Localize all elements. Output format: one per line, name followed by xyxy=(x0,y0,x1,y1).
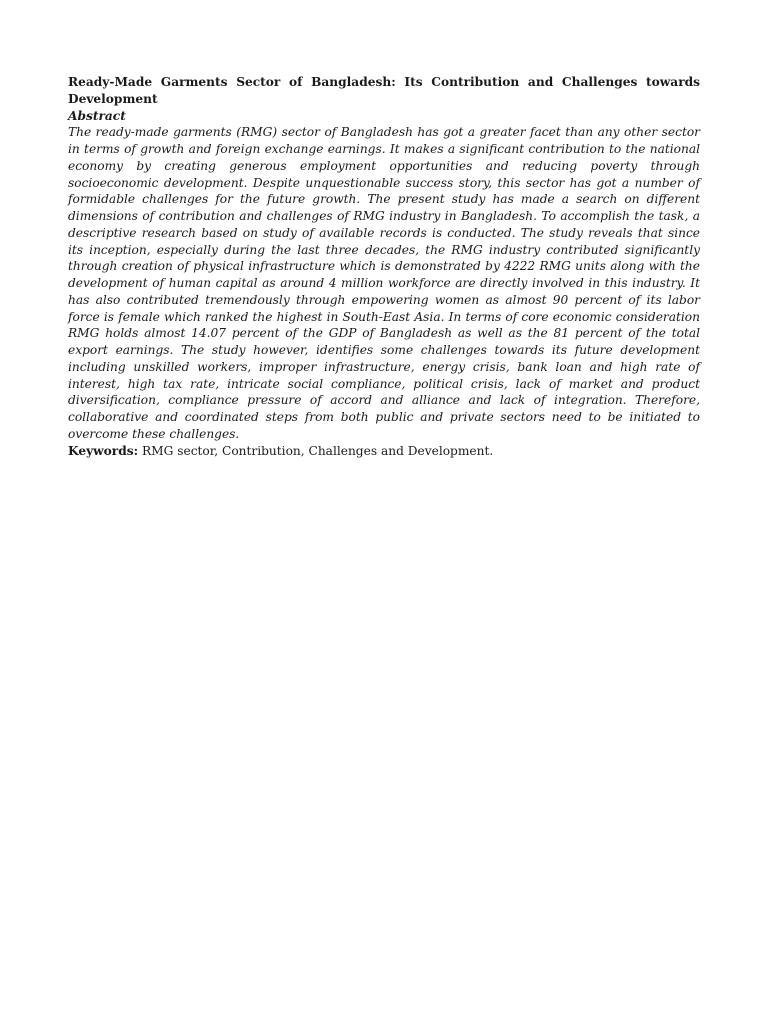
abstract-heading: Abstract xyxy=(68,108,126,123)
keywords-line xyxy=(68,443,700,460)
keywords-text: RMG sector, Contribution, Challenges and Development. xyxy=(138,443,494,458)
paper-page xyxy=(68,74,700,459)
keywords-label: Keywords: xyxy=(68,443,139,458)
paper-title: Ready-Made Garments Sector of Bangladesh: Its Contribution and Challenges towards Development xyxy=(68,75,700,106)
abstract-body: The ready-made garments (RMG) sector of Bangladesh has got a greater facet than any other sector in terms of growth and foreign exchange earnings. It makes a significant contribution to the national economy by creating generous employment opportunities and reducing poverty through socioeconomic development. Despite unquestionable success story, this sector has got a number of formidable challenges for the future growth. The present study has made a search on different dimensions of contribution and challenges of RMG industry in Bangladesh. To accomplish the task, a descriptive research based on study of available records is conducted. The study reveals that since its inception, especially during the last three decades, the RMG industry contributed significantly through creation of physical infrastructure which is demonstrated by 4222 RMG units along with the development of human capital as around 4 million workforce are directly involved in this industry. It has also contributed tremendously through empowering women as almost 90 percent of its labor force is female which ranked the highest in South-East Asia. In terms of core economic consideration RMG holds almost 14.07 percent of the GDP of Bangladesh as well as the 81 percent of the total export earnings. The study however, identifies some challenges towards its future development including unskilled workers, improper infrastructure, energy crisis, bank loan and high rate of interest, high tax rate, intricate social compliance, political crisis, lack of market and product diversification, compliance pressure of accord and alliance and lack of integration. Therefore, collaborative and coordinated steps from both public and private sectors need to be initiated to overcome these challenges. xyxy=(68,125,700,441)
